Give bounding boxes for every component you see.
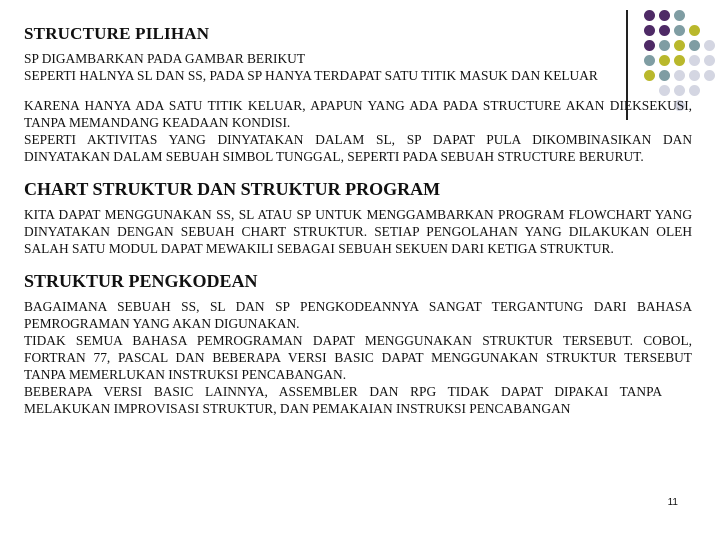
paragraph: SEPERTI HALNYA SL DAN SS, PADA SP HANYA TERDAPAT SATU TITIK MASUK DAN KELUAR [24,68,598,83]
section-title-chart-struktur: CHART STRUKTUR DAN STRUKTUR PROGRAM [24,179,441,199]
paragraph: KITA DAPAT MENGGUNAKAN SS, SL ATAU SP UNTUK MENGGAMBARKAN PROGRAM FLOWCHART YANG DINYATAKAN DENGAN SEBUAH CHART STRUKTUR. SETIAP PENGOLAHAN YANG DILAKUKAN OLEH SALAH SATU MODUL DAPAT MEWAKILI SEBAGAI SEBUAH SEKUEN DARI KETIGA STRUKTUR. [24,207,692,256]
paragraph: BEBERAPA VERSI BASIC LAINNYA, ASSEMBLER DAN RPG TIDAK DAPAT DIPAKAI TANPA MELAKUKAN IMPROVISASI STRUKTUR, DAN PEMAKAIAN INSTRUKSI PENCABANGAN [24,384,662,416]
decorative-dot [674,10,685,21]
slide-content [24,24,692,417]
section-title-struktur-pengkodean: STRUKTUR PENGKODEAN [24,271,258,291]
paragraph: SP DIGAMBARKAN PADA GAMBAR BERIKUT [24,51,305,66]
decorative-dot [704,55,715,66]
paragraph: BAGAIMANA SEBUAH SS, SL DAN SP PENGKODEANNYA SANGAT TERGANTUNG DARI BAHASA PEMROGRAMAN YANG AKAN DIGUNAKAN. [24,299,692,331]
decorative-dot [644,10,655,21]
decorative-dot [704,40,715,51]
paragraph: TIDAK SEMUA BAHASA PEMROGRAMAN DAPAT MENGGUNAKAN STRUKTUR TERSEBUT. COBOL, FORTRAN 77, PASCAL DAN BEBERAPA VERSI BASIC DAPAT MENGGUNAKAN STRUKTUR TERSEBUT TANPA MEMERLUKAN INSTRUKSI PENCABANGAN. [24,333,692,382]
page-number: 11 [667,497,678,508]
decorative-dot [704,70,715,81]
paragraph: SEPERTI AKTIVITAS YANG DINYATAKAN DALAM SL, SP DAPAT PULA DIKOMBINASIKAN DAN DINYATAKAN DALAM SEBUAH SIMBOL TUNGGAL, SEPERTI PADA SEBUAH STRUCTURE BERURUT. [24,132,692,164]
section-title-structure-pilihan: STRUCTURE PILIHAN [24,24,210,43]
paragraph: KARENA HANYA ADA SATU TITIK KELUAR, APAPUN YANG ADA PADA STRUCTURE AKAN DIEKSEKUSI, TANPA MEMANDANG KEADAAN KONDISI. [24,98,692,130]
decorative-dot [659,10,670,21]
